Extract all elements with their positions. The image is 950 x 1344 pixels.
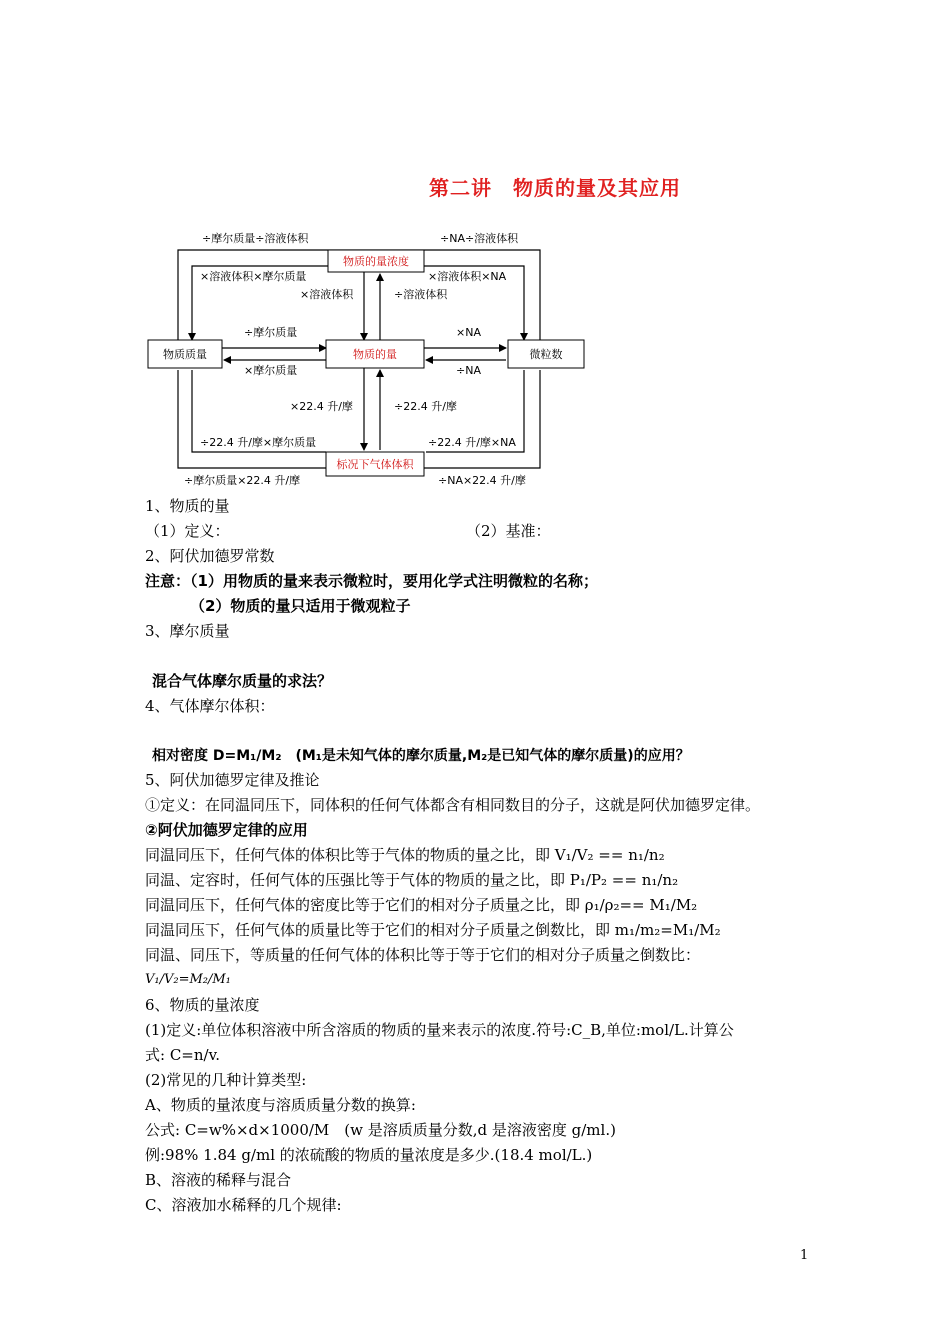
- box-mass-label: 物质质量: [163, 348, 207, 361]
- heading-3: 3、摩尔质量: [145, 622, 230, 640]
- label-inner-top-left: ×溶液体积×摩尔质量: [200, 270, 307, 283]
- inference-volume: 同温同压下，任何气体的体积比等于气体的物质的量之比，即 V₁/V₂ == n₁/n₂: [145, 846, 665, 864]
- calc-type-a-formula: 公式: C=w%×d×1000/M (w 是溶质质量分数,d 是溶液密度 g/ml.): [145, 1121, 616, 1139]
- note-line-1: 注意：（1）用物质的量来表示微粒时，要用化学式注明微粒的名称；: [145, 572, 598, 590]
- calc-type-c: C、溶液加水稀释的几个规律:: [145, 1196, 342, 1214]
- relative-density-question: 相对密度 D=M₁/M₂ (M₁是未知气体的摩尔质量,M₂是已知气体的摩尔质量)的应用？: [152, 748, 690, 764]
- mixed-gas-question: 混合气体摩尔质量的求法？: [152, 672, 333, 690]
- heading-5: 5、阿伏加德罗定律及推论: [145, 771, 320, 789]
- basis-label: （2）基准：: [466, 522, 551, 540]
- calc-types-heading: (2)常见的几种计算类型:: [145, 1071, 307, 1089]
- inference-density: 同温同压下，任何气体的密度比等于它们的相对分子质量之比，即 ρ₁/ρ₂== M₁/M₂: [145, 896, 698, 914]
- heading-4: 4、气体摩尔体积：: [145, 697, 275, 715]
- page-number: 1: [800, 1248, 809, 1263]
- heading-2: 2、阿伏加德罗常数: [145, 547, 275, 565]
- label-mass-to-amount: ÷摩尔质量: [244, 326, 298, 339]
- heading-6: 6、物质的量浓度: [145, 996, 260, 1014]
- box-concentration-label: 物质的量浓度: [343, 255, 409, 268]
- concentration-definition: (1)定义:单位体积溶液中所含溶质的物质的量来表示的浓度.符号:C_B,单位:mol/L.计算公: [145, 1021, 734, 1039]
- label-inner-bottom-right: ÷22.4 升/摩×NA: [428, 436, 516, 449]
- box-amount-label: 物质的量: [353, 348, 397, 361]
- avogadro-law-definition: ①定义：在同温同压下，同体积的任何气体都含有相同数目的分子，这就是阿伏加德罗定律。: [145, 796, 761, 814]
- label-vert-bottom-right: ÷22.4 升/摩: [394, 400, 457, 413]
- label-outer-bottom-right: ÷NA×22.4 升/摩: [438, 474, 526, 487]
- inference-equal-mass-formula: V₁/V₂=M₂/M₁: [145, 972, 231, 987]
- conversion-diagram: [130, 222, 600, 494]
- avogadro-law-application: ②阿伏加德罗定律的应用: [145, 821, 308, 839]
- label-outer-bottom-left: ÷摩尔质量×22.4 升/摩: [184, 474, 301, 487]
- label-inner-bottom-left: ÷22.4 升/摩×摩尔质量: [200, 436, 317, 449]
- page-title: 第二讲 物质的量及其应用: [429, 176, 681, 200]
- heading-1: 1、物质的量: [145, 497, 230, 515]
- label-vert-bottom-left: ×22.4 升/摩: [290, 400, 353, 413]
- inference-equal-mass: 同温、同压下，等质量的任何气体的体积比等于等于它们的相对分子质量之倒数比：: [145, 946, 701, 964]
- label-outer-top-right: ÷NA÷溶液体积: [440, 232, 519, 245]
- calc-type-a-example: 例:98% 1.84 g/ml 的浓硫酸的物质的量浓度是多少.(18.4 mol/L.): [145, 1146, 593, 1164]
- label-particles-to-amount: ÷NA: [456, 364, 481, 377]
- calc-type-a: A、物质的量浓度与溶质质量分数的换算:: [145, 1096, 416, 1114]
- inference-mass: 同温同压下，任何气体的质量比等于它们的相对分子质量之倒数比，即 m₁/m₂=M₁/M₂: [145, 921, 721, 939]
- inference-pressure: 同温、定容时，任何气体的压强比等于气体的物质的量之比，即 P₁/P₂ == n₁/n₂: [145, 871, 679, 889]
- concentration-formula: 式: C=n/v.: [145, 1046, 221, 1064]
- note-line-2: （2）物质的量只适用于微观粒子: [190, 597, 411, 615]
- label-outer-top-left: ÷摩尔质量÷溶液体积: [202, 232, 309, 245]
- box-particles-label: 微粒数: [529, 348, 563, 361]
- label-amount-to-particles: ×NA: [456, 326, 481, 339]
- label-amount-to-mass: ×摩尔质量: [244, 364, 298, 377]
- calc-type-b: B、溶液的稀释与混合: [145, 1171, 292, 1189]
- box-gas-volume-label: 标况下气体体积: [336, 458, 414, 471]
- label-vert-top-left: ×溶液体积: [300, 288, 354, 301]
- label-vert-top-right: ÷溶液体积: [394, 288, 448, 301]
- label-inner-top-right: ×溶液体积×NA: [428, 270, 507, 283]
- definition-label: （1）定义：: [145, 522, 230, 540]
